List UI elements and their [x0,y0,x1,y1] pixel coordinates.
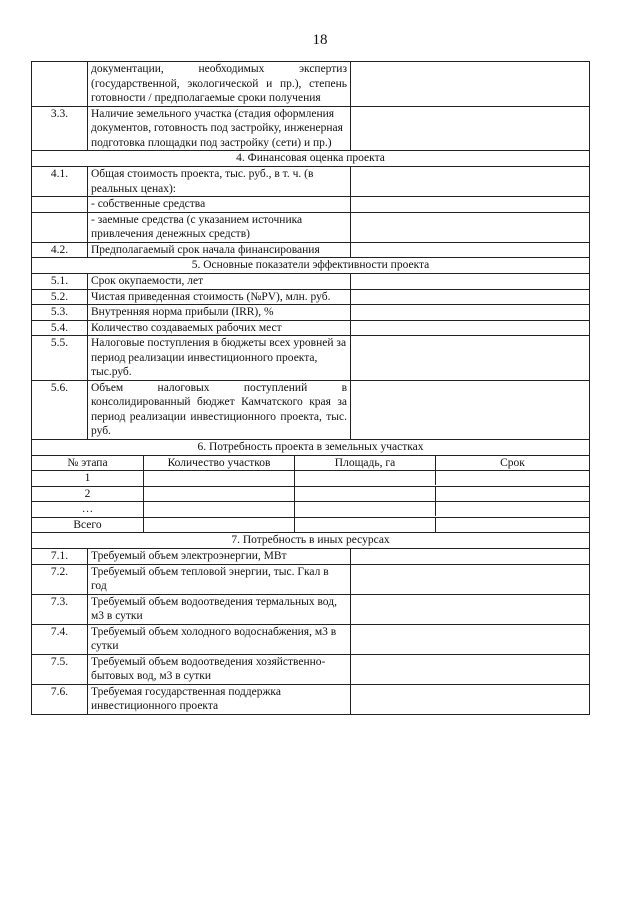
table-row [32,62,590,107]
section-title: 5. Основные показатели эффективности проекта [32,258,590,274]
section-header-row [32,258,590,274]
table-row [32,471,590,487]
term-cell[interactable] [436,471,589,485]
table-row [32,502,590,518]
section-header-row [32,151,590,167]
total-label: Всего [32,517,144,533]
item-text: Срок окупаемости, лет [88,274,351,290]
table-row [32,624,590,654]
item-text: Объем налоговых поступлений в консолидированный бюджет Камчатского края за период реализации инвестиционного проекта, тыс. руб. [88,380,351,439]
item-number [32,197,88,213]
table-row [32,654,590,684]
item-number: 5.2. [32,289,88,305]
stage-number: … [32,502,144,518]
stage-number: 1 [32,471,144,487]
stage-number: 2 [32,486,144,502]
plots-cell[interactable] [144,471,295,487]
item-text: - собственные средства [88,197,351,213]
column-header-term: Срок [500,456,525,469]
area-term-cell [295,517,590,533]
item-value-cell[interactable] [351,564,590,594]
table-row [32,274,590,290]
table-row [32,212,590,242]
table-row [32,167,590,197]
table-row [32,197,590,213]
item-number: 3.3. [32,106,88,151]
term-cell[interactable] [436,502,589,516]
term-cell[interactable] [436,518,589,532]
area-cell[interactable] [295,518,436,532]
item-value-cell[interactable] [351,106,590,151]
area-term-cell [295,502,590,518]
area-cell[interactable] [295,502,436,516]
item-value-cell[interactable] [351,289,590,305]
item-text: Наличие земельного участка (стадия оформления документов, готовность под застройку, инженерная подготовка площадки под застройку (сети) и пр.) [88,106,351,151]
area-term-cell [295,471,590,487]
page-number: 18 [312,32,328,48]
item-text: Требуемый объем тепловой энергии, тыс. Гкал в год [88,564,351,594]
table-row [32,594,590,624]
item-number: 7.3. [32,594,88,624]
item-number: 5.3. [32,305,88,321]
column-header-stage: № этапа [32,455,144,471]
item-value-cell[interactable] [351,197,590,213]
header-split-cell [295,455,590,471]
table-row [32,106,590,151]
item-number [32,212,88,242]
table-row [32,242,590,258]
section-header-row [32,533,590,549]
item-value-cell[interactable] [351,305,590,321]
item-number: 7.6. [32,684,88,714]
item-value-cell[interactable] [351,380,590,439]
item-number: 4.2. [32,242,88,258]
table-row [32,564,590,594]
table-row [32,305,590,321]
section-title: 6. Потребность проекта в земельных участках [32,439,590,455]
item-value-cell[interactable] [351,212,590,242]
item-value-cell[interactable] [351,242,590,258]
item-text: Количество создаваемых рабочих мест [88,320,351,336]
item-value-cell[interactable] [351,549,590,565]
item-text: Налоговые поступления в бюджеты всех уровней за период реализации инвестиционного проекта, тыс.руб. [88,336,351,381]
item-text: Требуемая государственная поддержка инвестиционного проекта [88,684,351,714]
section-title: 4. Финансовая оценка проекта [32,151,590,167]
item-number [32,62,88,107]
item-number: 7.2. [32,564,88,594]
section-header-row [32,439,590,455]
item-text: Требуемый объем водоотведения термальных вод, м3 в сутки [88,594,351,624]
item-value-cell[interactable] [351,336,590,381]
item-value-cell[interactable] [351,684,590,714]
column-header-plots: Количество участков [144,455,295,471]
plots-cell[interactable] [144,502,295,518]
item-number: 5.6. [32,380,88,439]
item-number: 4.1. [32,167,88,197]
item-number: 7.5. [32,654,88,684]
area-cell[interactable] [295,487,436,501]
plots-cell[interactable] [144,486,295,502]
item-number: 7.1. [32,549,88,565]
section-title: 7. Потребность в иных ресурсах [32,533,590,549]
item-text: Требуемый объем водоотведения хозяйственно-бытовых вод, м3 в сутки [88,654,351,684]
table-row [32,320,590,336]
term-cell[interactable] [436,487,589,501]
area-term-cell [295,486,590,502]
item-value-cell[interactable] [351,624,590,654]
item-number: 5.5. [32,336,88,381]
item-number: 5.1. [32,274,88,290]
project-form-table [31,61,590,715]
table-row [32,380,590,439]
item-number: 5.4. [32,320,88,336]
item-value-cell[interactable] [351,167,590,197]
item-text: Предполагаемый срок начала финансирования [88,242,351,258]
item-number: 7.4. [32,624,88,654]
item-text: - заемные средства (с указанием источника привлечения денежных средств) [88,212,351,242]
item-text: Общая стоимость проекта, тыс. руб., в т. ч. (в реальных ценах): [88,167,351,197]
item-value-cell[interactable] [351,654,590,684]
table-row [32,289,590,305]
item-value-cell[interactable] [351,274,590,290]
item-text: Внутренняя норма прибыли (IRR), % [88,305,351,321]
area-cell[interactable] [295,471,436,485]
item-text: документации, необходимых экспертиз (государственной, экологической и пр.), степень готовности / предполагаемые сроки получения [88,62,351,107]
table-row [32,549,590,565]
table-row [32,486,590,502]
item-text: Требуемый объем электроэнергии, МВт [88,549,351,565]
item-value-cell[interactable] [351,594,590,624]
plots-cell[interactable] [144,517,295,533]
item-text: Чистая приведенная стоимость (№PV), млн. руб. [88,289,351,305]
item-text: Требуемый объем холодного водоснабжения, м3 в сутки [88,624,351,654]
table-row [32,336,590,381]
table-row [32,684,590,714]
land-table-header-row [32,455,590,471]
table-row-total [32,517,590,533]
item-value-cell[interactable] [351,320,590,336]
column-header-area: Площадь, га [295,456,436,471]
item-value-cell[interactable] [351,62,590,107]
